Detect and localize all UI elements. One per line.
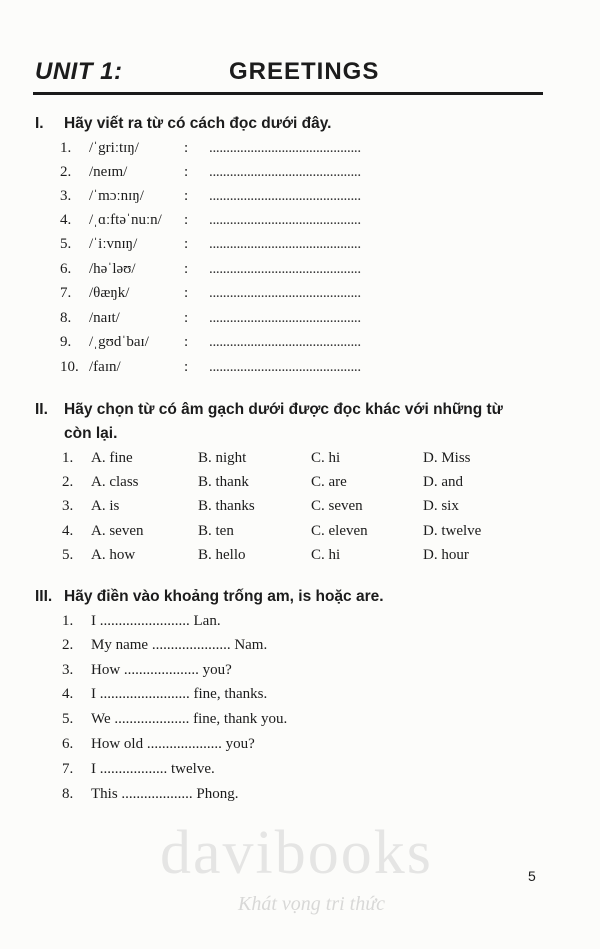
item-index: 7. xyxy=(60,285,72,301)
answer-blank[interactable]: ............................................ xyxy=(209,359,361,375)
item-index: 4. xyxy=(60,212,72,228)
item-index: 2. xyxy=(62,637,74,653)
option-b[interactable]: B. night xyxy=(198,450,247,466)
item-index: 3. xyxy=(60,188,72,204)
item-index: 4. xyxy=(62,686,74,702)
section-3-heading xyxy=(35,586,555,608)
ipa-transcription: /naɪt/ xyxy=(89,310,120,326)
section-1-instruction: Hãy viết ra từ có cách đọc dưới đây. xyxy=(64,115,332,132)
option-a[interactable]: A. is xyxy=(91,498,120,514)
item-index: 5. xyxy=(62,547,74,563)
answer-blank[interactable]: ............................................ xyxy=(209,140,361,156)
fill-in-sentence[interactable]: We .................... fine, thank you. xyxy=(91,711,288,727)
unit-title: GREETINGS xyxy=(229,58,380,85)
option-a[interactable]: A. class xyxy=(91,474,139,490)
option-b[interactable]: B. thanks xyxy=(198,498,255,514)
option-c[interactable]: C. eleven xyxy=(311,523,368,539)
item-index: 1. xyxy=(60,140,72,156)
ipa-transcription: /ˌɑːftəˈnuːn/ xyxy=(89,212,162,228)
item-colon: : xyxy=(184,334,189,350)
answer-blank[interactable]: ............................................ xyxy=(209,212,361,228)
item-index: 7. xyxy=(62,761,74,777)
answer-blank[interactable]: ............................................ xyxy=(209,236,361,252)
ipa-transcription: /ˈiːvnɪŋ/ xyxy=(89,236,138,252)
ipa-transcription: /ˈmɔːnɪŋ/ xyxy=(89,188,144,204)
option-b[interactable]: B. thank xyxy=(198,474,249,490)
watermark-tagline: Khát vọng tri thức xyxy=(238,893,386,915)
fill-in-sentence[interactable]: I .................. twelve. xyxy=(91,761,215,777)
item-index: 1. xyxy=(62,613,74,629)
section-2-instruction-line2: còn lại. xyxy=(64,425,118,442)
item-colon: : xyxy=(184,310,189,326)
answer-blank[interactable]: ............................................ xyxy=(209,285,361,301)
ipa-transcription: /ˈgriːtɪŋ/ xyxy=(89,140,139,156)
option-b[interactable]: B. ten xyxy=(198,523,234,539)
ipa-transcription: /neɪm/ xyxy=(89,164,128,180)
answer-blank[interactable]: ............................................ xyxy=(209,334,361,350)
ipa-transcription: /ˌgʊdˈbaɪ/ xyxy=(89,334,149,350)
option-c[interactable]: C. hi xyxy=(311,450,341,466)
item-index: 4. xyxy=(62,523,74,539)
option-d[interactable]: D. twelve xyxy=(423,523,482,539)
option-a[interactable]: A. seven xyxy=(91,523,144,539)
ipa-transcription: /faɪn/ xyxy=(89,359,121,375)
option-d[interactable]: D. Miss xyxy=(423,450,471,466)
item-index: 5. xyxy=(60,236,72,252)
section-3-instruction: Hãy điền vào khoảng trống am, is hoặc are. xyxy=(64,588,384,605)
item-index: 2. xyxy=(62,474,74,490)
item-index: 10. xyxy=(60,359,79,375)
item-index: 3. xyxy=(62,662,74,678)
page-number: 5 xyxy=(528,868,536,884)
ipa-transcription: /həˈləʊ/ xyxy=(89,261,136,277)
section-2-heading xyxy=(35,399,560,445)
item-colon: : xyxy=(184,236,189,252)
item-index: 6. xyxy=(60,261,72,277)
option-c[interactable]: C. hi xyxy=(311,547,341,563)
fill-in-sentence[interactable]: I ........................ Lan. xyxy=(91,613,221,629)
option-a[interactable]: A. fine xyxy=(91,450,133,466)
fill-in-sentence[interactable]: How old .................... you? xyxy=(91,736,255,752)
option-d[interactable]: D. and xyxy=(423,474,463,490)
item-index: 8. xyxy=(60,310,72,326)
header-rule xyxy=(33,92,543,95)
ipa-transcription: /θæŋk/ xyxy=(89,285,130,301)
section-3-number: III. xyxy=(35,588,53,605)
watermark-brand: davibooks xyxy=(160,819,433,887)
answer-blank[interactable]: ............................................ xyxy=(209,261,361,277)
option-a[interactable]: A. how xyxy=(91,547,136,563)
item-colon: : xyxy=(184,212,189,228)
answer-blank[interactable]: ............................................ xyxy=(209,164,361,180)
fill-in-sentence[interactable]: This ................... Phong. xyxy=(91,786,239,802)
item-index: 5. xyxy=(62,711,74,727)
option-b[interactable]: B. hello xyxy=(198,547,246,563)
section-1-number: I. xyxy=(35,115,44,132)
unit-label: UNIT 1: xyxy=(35,58,123,85)
option-c[interactable]: C. are xyxy=(311,474,347,490)
item-index: 9. xyxy=(60,334,72,350)
item-colon: : xyxy=(184,359,189,375)
answer-blank[interactable]: ............................................ xyxy=(209,310,361,326)
option-d[interactable]: D. hour xyxy=(423,547,469,563)
item-colon: : xyxy=(184,188,189,204)
option-d[interactable]: D. six xyxy=(423,498,459,514)
fill-in-sentence[interactable]: My name ..................... Nam. xyxy=(91,637,268,653)
item-index: 6. xyxy=(62,736,74,752)
item-index: 1. xyxy=(62,450,74,466)
fill-in-sentence[interactable]: How .................... you? xyxy=(91,662,232,678)
item-colon: : xyxy=(184,261,189,277)
answer-blank[interactable]: ............................................ xyxy=(209,188,361,204)
section-1-heading xyxy=(35,113,555,135)
item-colon: : xyxy=(184,164,189,180)
item-colon: : xyxy=(184,285,189,301)
section-2-instruction-line1: Hãy chọn từ có âm gạch dưới được đọc khác với những từ xyxy=(64,401,503,418)
item-index: 3. xyxy=(62,498,74,514)
item-index: 8. xyxy=(62,786,74,802)
option-c[interactable]: C. seven xyxy=(311,498,363,514)
fill-in-sentence[interactable]: I ........................ fine, thanks. xyxy=(91,686,268,702)
section-2-number: II. xyxy=(35,401,48,418)
item-colon: : xyxy=(184,140,189,156)
item-index: 2. xyxy=(60,164,72,180)
